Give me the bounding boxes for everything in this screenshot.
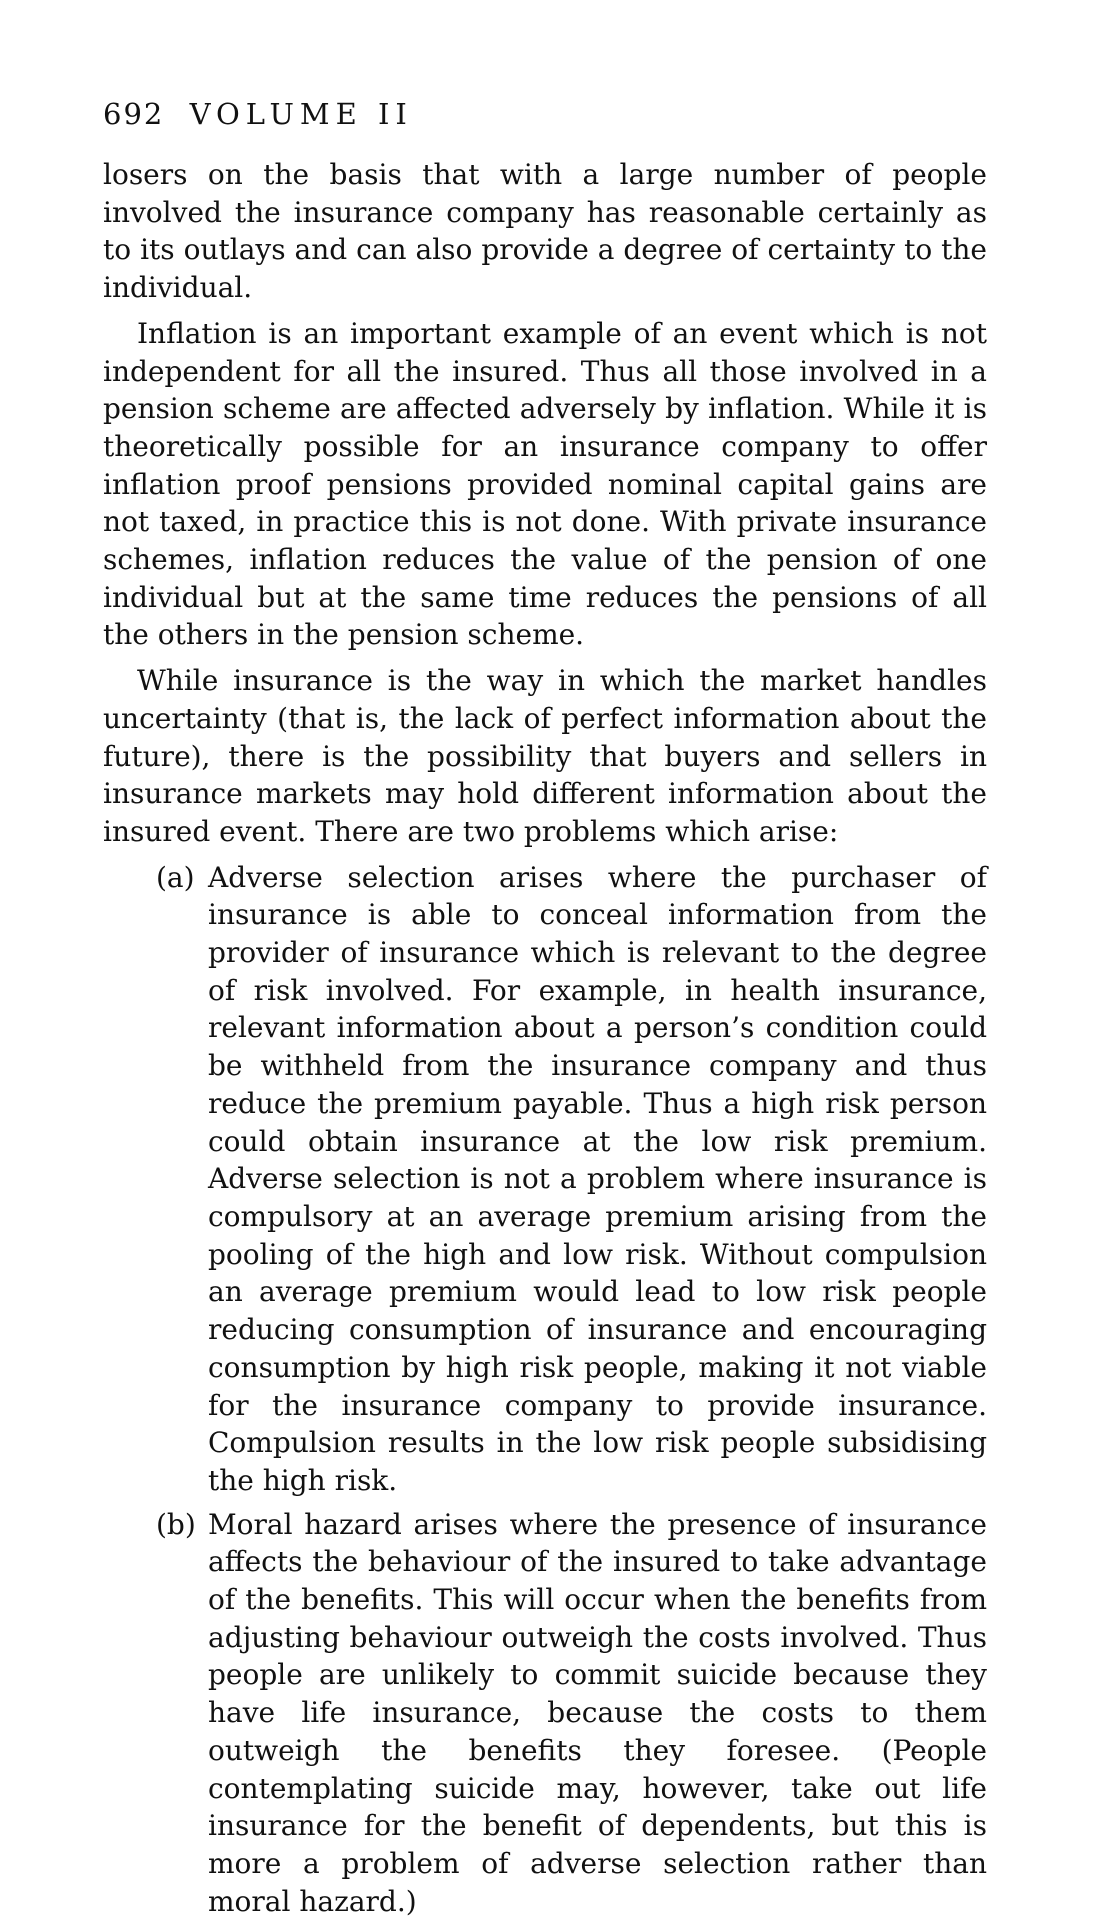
list-marker: (a) bbox=[156, 860, 195, 894]
problem-list bbox=[103, 859, 987, 1921]
list-item-text: Adverse selection arises where the purchaser of insurance is able to conceal information from the provider of insurance which is relevant to the degree of risk involved. For example, in health insurance, relevant information about a person’s condition could be withheld from the insurance company and thus reduce the premium payable. Thus a high risk person could obtain insurance at the low risk premium. Adverse selection is not a problem where insurance is compulsory at an average premium arising from the pooling of the high and low risk. Without compulsion an average premium would lead to low risk people reducing consumption of insurance and encouraging consumption by high risk people, making it not viable for the insurance company to provide insurance. Compulsion results in the low risk people subsidising the high risk. bbox=[208, 860, 987, 1497]
list-item-moral-hazard bbox=[103, 1506, 987, 1921]
volume-label: VOLUME II bbox=[189, 97, 413, 131]
list-marker: (b) bbox=[156, 1507, 196, 1541]
page-number: 692 bbox=[103, 97, 165, 131]
paragraph-continuation: losers on the basis that with a large number of people involved the insurance company has reasonable certainly as to its outlays and can also provide a degree of certainty to the individual. bbox=[103, 158, 987, 305]
paragraph-inflation: Inflation is an important example of an event which is not independent for all the insured. Thus all those involved in a pension scheme are affected adversely by inflation. While it is theoretically possible for an insurance company to offer inflation proof pensions provided nominal capital gains are not taxed, in practice this is not done. With private insurance schemes, inflation reduces the value of the pension of one individual but at the same time reduces the pensions of all the others in the pension scheme. bbox=[103, 316, 987, 652]
paragraph-uncertainty: While insurance is the way in which the market handles uncertainty (that is, the lack of perfect information about the future), there is the possibility that buyers and sellers in insurance markets may hold different information about the insured event. There are two problems which arise: bbox=[103, 664, 987, 848]
list-item-adverse-selection bbox=[103, 859, 987, 1500]
list-item-text: Moral hazard arises where the presence of insurance affects the behaviour of the insured to take advantage of the benefits. This will occur when the benefits from adjusting behaviour outweigh the costs involved. Thus people are unlikely to commit suicide because they have life insurance, because the costs to them outweigh the benefits they foresee. (People contemplating suicide may, however, take out life insurance for the benefit of dependents, but this is more a problem of adverse selection rather than moral hazard.) bbox=[208, 1507, 987, 1918]
book-page bbox=[103, 96, 987, 1926]
running-head bbox=[103, 96, 987, 132]
